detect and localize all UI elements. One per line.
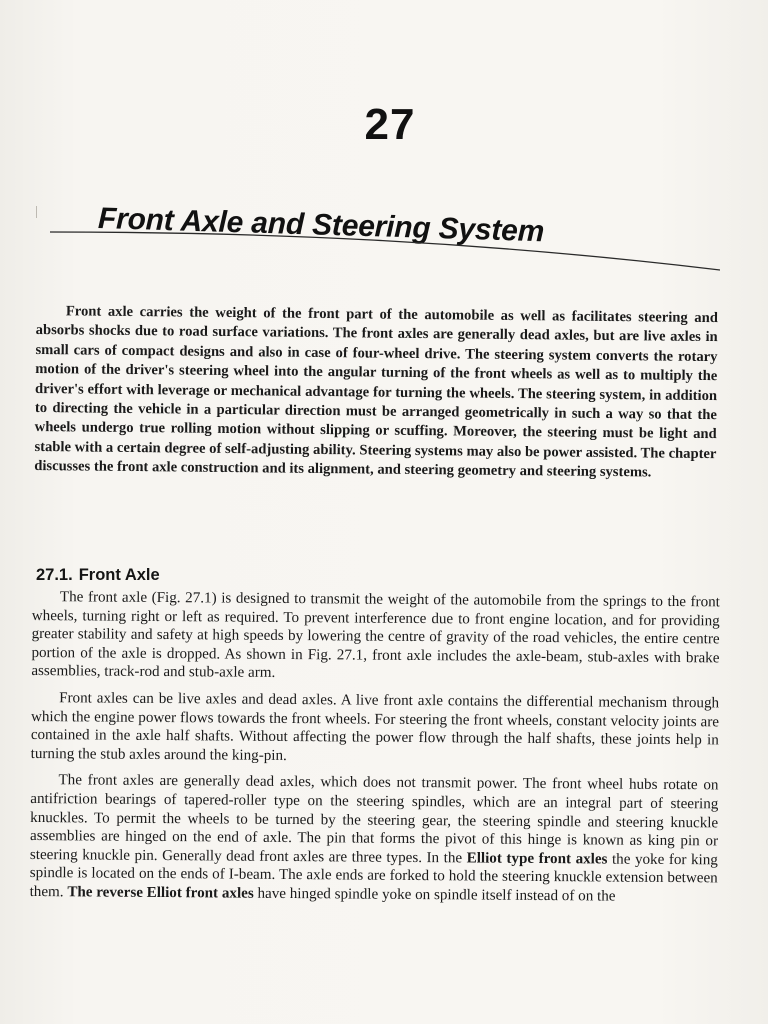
chapter-title: Front Axle and Steering System xyxy=(97,202,545,249)
body-paragraph: Front axles can be live axles and dead axles. A live front axle contains the differential mechanism through which the engine power flows towards the front wheels. For steering the front wheels, constant velocity joints are contained in the axle half shafts. Without affecting the power flow through the half shafts, these joints help in turning the stub axles around the king-pin. xyxy=(30,690,720,764)
title-underline xyxy=(50,224,720,284)
chapter-number: 27 xyxy=(364,100,416,149)
body-paragraph: The front axle (Fig. 27.1) is designed to transmit the weight of the automobile from the springs to the front wheels, turning right or left as required. To prevent interference due to front engine location, and for providing greater stability and safety at high speeds by lowering the centre of gravity of the road vehicles, the entire centre portion of the axle is dropped. As shown in Fig. 27.1, front axle includes the axle-beam, stub-axles with brake assemblies, track-rod and stub-axle arm. xyxy=(31,589,720,682)
section-body xyxy=(29,588,720,915)
body-paragraph xyxy=(30,771,719,907)
intro-paragraph: Front axle carries the weight of the front part of the automobile as well as facilitates steering and absorbs shocks due to road surface variations. The front axles are generally dead axles, but are live axles in small cars of compact designs and also in case of four-wheel drive. The steering system converts the rotary motion of the driver's steering wheel into the angular turning of the front wheels as well as to multiply the driver's effort with leverage or mechanical advantage for turning the wheels. The steering system, in addition to directing the vehicle in a particular direction must be arranged geometrically in such a way so that the wheels undergo true rolling motion without slipping or scuffing. Moreover, the steering must be light and stable with a certain degree of self-adjusting ability. Steering systems may also be power assisted. The chapter discusses the front axle construction and its alignment, and steering geometry and steering systems. xyxy=(34,303,718,481)
chapter-introduction xyxy=(34,302,718,484)
body-text: have hinged spindle yoke on spindle itself instead of on the xyxy=(253,885,616,905)
body-text: The front axles are generally dead axles, which does not transmit power. The front wheel hubs rotate on antifriction bearings of tapered-roller type on the steering spindles, which are an integral part of steering knuckles. To permit the wheels to be turned by the steering gear, the steering spindle and steering knuckle assemblies are hinged on the end of axle. The pin that forms the pivot of this hinge is known as king pin or steering knuckle pin. Generally dead front axles are three types. In the xyxy=(29,772,719,867)
body-text: the yoke for king spindle is located on the ends of I-beam. The axle ends are forked to hold the steering knuckle extension between them. xyxy=(29,851,718,901)
bold-term: The reverse Elliot front axles xyxy=(67,884,254,902)
section-heading xyxy=(36,566,160,585)
margin-mark xyxy=(36,206,37,218)
section-number: 27.1. xyxy=(36,566,73,584)
section-title: Front Axle xyxy=(78,566,160,584)
bold-term: Elliot type front axles xyxy=(466,850,608,868)
